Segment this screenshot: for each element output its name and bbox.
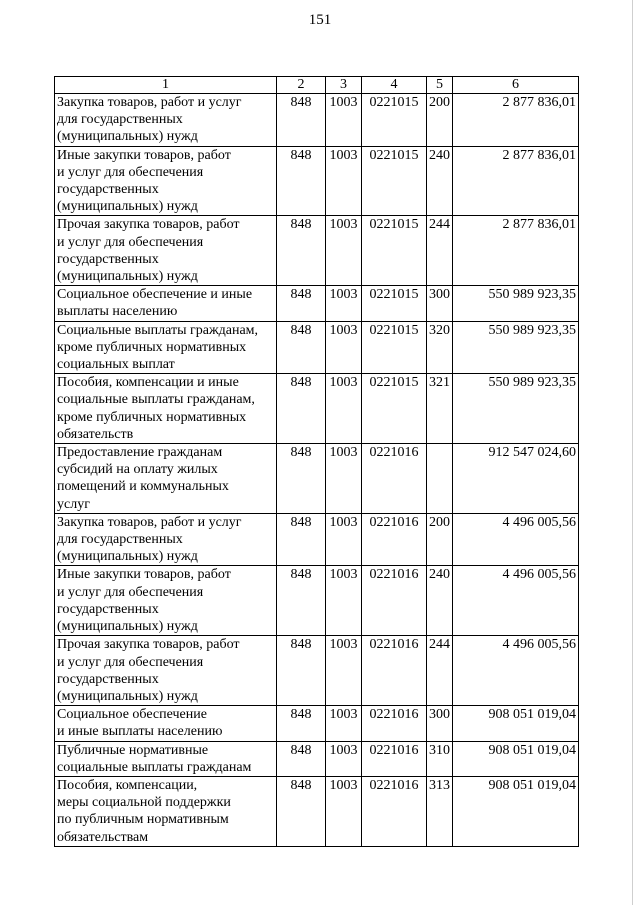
row-col3: 1003 [326,146,362,216]
row-col2: 848 [277,94,326,147]
row-col3: 1003 [326,706,362,741]
column-header-5: 5 [427,77,453,94]
row-name: Закупка товаров, работ и услуг для государственных (муниципальных) нужд [55,513,277,566]
row-col4: 0221016 [362,776,427,846]
row-name: Предоставление гражданам субсидий на оплату жилых помещений и коммунальных услуг [55,444,277,514]
row-name: Социальное обеспечение и иные выплаты населению [55,286,277,321]
row-col5: 320 [427,321,453,374]
page-number: 151 [308,12,332,28]
row-col3: 1003 [326,776,362,846]
row-name: Пособия, компенсации и иные социальные выплаты гражданам, кроме публичных нормативных обязательств [55,374,277,444]
row-col2: 848 [277,566,326,636]
row-col3: 1003 [326,286,362,321]
row-col3: 1003 [326,566,362,636]
row-col4: 0221016 [362,706,427,741]
row-amount: 4 496 005,56 [453,513,579,566]
row-col3: 1003 [326,94,362,147]
row-col4: 0221015 [362,146,427,216]
table-row [55,741,579,776]
row-col2: 848 [277,776,326,846]
column-header-1: 1 [55,77,277,94]
table-row [55,444,579,514]
row-name: Прочая закупка товаров, работ и услуг для обеспечения государственных (муниципальных) нужд [55,216,277,286]
row-amount: 2 877 836,01 [453,94,579,147]
row-name: Иные закупки товаров, работ и услуг для обеспечения государственных (муниципальных) нужд [55,146,277,216]
row-col5 [427,444,453,514]
row-col4: 0221015 [362,374,427,444]
row-col3: 1003 [326,636,362,706]
row-col5: 200 [427,94,453,147]
row-col2: 848 [277,706,326,741]
row-col4: 0221016 [362,741,427,776]
row-col3: 1003 [326,741,362,776]
row-amount: 550 989 923,35 [453,286,579,321]
row-col3: 1003 [326,374,362,444]
row-col5: 313 [427,776,453,846]
row-name: Социальные выплаты гражданам, кроме публичных нормативных социальных выплат [55,321,277,374]
table-row [55,216,579,286]
row-amount: 4 496 005,56 [453,566,579,636]
row-col4: 0221015 [362,321,427,374]
row-col2: 848 [277,146,326,216]
row-amount: 908 051 019,04 [453,741,579,776]
row-col4: 0221015 [362,94,427,147]
row-col5: 244 [427,636,453,706]
row-col5: 310 [427,741,453,776]
budget-table [54,76,579,847]
row-col2: 848 [277,444,326,514]
row-col5: 321 [427,374,453,444]
row-col2: 848 [277,636,326,706]
row-amount: 912 547 024,60 [453,444,579,514]
row-col4: 0221016 [362,566,427,636]
row-col5: 200 [427,513,453,566]
table-row [55,636,579,706]
table-row [55,94,579,147]
table-row [55,146,579,216]
column-header-6: 6 [453,77,579,94]
row-col4: 0221016 [362,444,427,514]
row-col2: 848 [277,216,326,286]
row-col3: 1003 [326,216,362,286]
row-amount: 550 989 923,35 [453,321,579,374]
row-col2: 848 [277,321,326,374]
table-row [55,286,579,321]
row-amount: 2 877 836,01 [453,216,579,286]
row-name: Социальное обеспечение и иные выплаты населению [55,706,277,741]
row-col3: 1003 [326,513,362,566]
table-row [55,513,579,566]
row-col2: 848 [277,513,326,566]
row-col5: 244 [427,216,453,286]
row-name: Закупка товаров, работ и услуг для государственных (муниципальных) нужд [55,94,277,147]
row-col5: 240 [427,566,453,636]
row-col4: 0221016 [362,636,427,706]
row-col3: 1003 [326,321,362,374]
row-col5: 300 [427,706,453,741]
row-col4: 0221015 [362,286,427,321]
row-col4: 0221016 [362,513,427,566]
table-row [55,566,579,636]
row-name: Публичные нормативные социальные выплаты гражданам [55,741,277,776]
column-header-3: 3 [326,77,362,94]
column-header-4: 4 [362,77,427,94]
table-row [55,706,579,741]
table-row [55,776,579,846]
row-col2: 848 [277,286,326,321]
row-amount: 4 496 005,56 [453,636,579,706]
row-name: Пособия, компенсации, меры социальной поддержки по публичным нормативным обязательствам [55,776,277,846]
row-amount: 2 877 836,01 [453,146,579,216]
row-col4: 0221015 [362,216,427,286]
row-amount: 908 051 019,04 [453,706,579,741]
table-row [55,374,579,444]
page-edge-line [632,0,633,905]
row-name: Прочая закупка товаров, работ и услуг для обеспечения государственных (муниципальных) нужд [55,636,277,706]
row-name: Иные закупки товаров, работ и услуг для обеспечения государственных (муниципальных) нужд [55,566,277,636]
row-amount: 908 051 019,04 [453,776,579,846]
row-col2: 848 [277,374,326,444]
column-header-2: 2 [277,77,326,94]
row-col3: 1003 [326,444,362,514]
row-col5: 300 [427,286,453,321]
table-row [55,321,579,374]
row-col5: 240 [427,146,453,216]
row-amount: 550 989 923,35 [453,374,579,444]
header-row [55,77,579,94]
row-col2: 848 [277,741,326,776]
